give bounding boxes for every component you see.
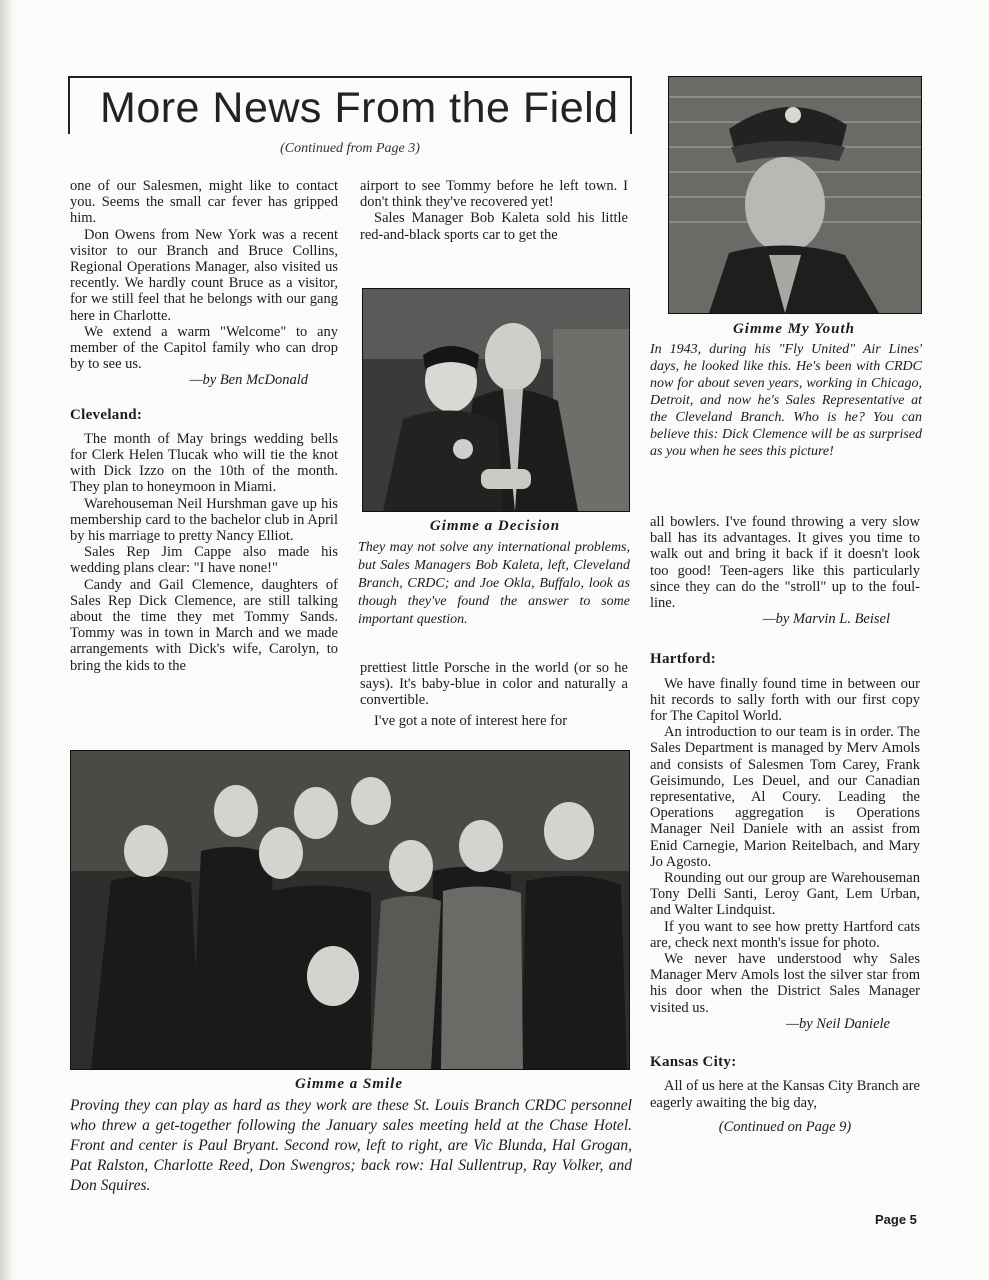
page-title: More News From the Field xyxy=(100,84,619,132)
paragraph: airport to see Tommy before he left town. I don't think they've recovered yet! xyxy=(360,178,628,211)
paragraph: Warehouseman Neil Hurshman gave up his membership card to the bachelor club in April by his marriage to pretty Nancy Elliot. xyxy=(70,495,338,545)
caption-title-decision: Gimme a Decision xyxy=(429,518,561,534)
section-heading-kansas-city: Kansas City: xyxy=(650,1054,737,1071)
photo-pilot-portrait xyxy=(668,76,922,314)
paragraph: one of our Salesmen, might like to contact you. Seems the small car fever has gripped him. xyxy=(70,178,338,227)
caption-title-smile: Gimme a Smile xyxy=(295,1076,403,1092)
section-heading-hartford: Hartford: xyxy=(650,651,717,668)
byline: —by Ben McDonald xyxy=(189,372,308,389)
article-column-3 xyxy=(650,514,920,1135)
article-column-2-top xyxy=(360,178,628,243)
photo-group xyxy=(70,750,630,1070)
paragraph: We never have understood why Sales Manager Merv Amols lost the silver star from his door when the District Sales Manager visited us. xyxy=(650,951,920,1016)
article-column-1 xyxy=(70,178,338,674)
article-column-2-bottom xyxy=(360,660,628,729)
caption-smile: Proving they can play as hard as they work are these St. Louis Branch CRDC personnel who threw a get-together following the January sales meeting held at the Chase Hotel. Front and center is Paul Bryant. Second row, left to right, are Vic Blunda, Hal Grogan, Pat Ralston, Charlotte Reed, Don Swengros; back row: Hal Sullentrup, Ray Volker, and Don Squires. xyxy=(70,1097,632,1194)
paragraph: Sales Manager Bob Kaleta sold his little red-and-black sports car to get the xyxy=(360,210,628,243)
page-edge-shadow xyxy=(0,0,14,1280)
paragraph: I've got a note of interest here for xyxy=(374,712,568,729)
page-number: Page 5 xyxy=(875,1212,917,1227)
photo-two-men xyxy=(362,288,630,512)
section-heading-cleveland: Cleveland: xyxy=(70,406,143,423)
paragraph: We extend a warm "Welcome" to any member of the Capitol family who can drop by to see us. xyxy=(70,323,338,373)
paragraph: Sales Rep Jim Cappe also made his wedding plans clear: "I have none!" xyxy=(70,544,338,577)
byline: —by Marvin L. Beisel xyxy=(762,611,890,628)
paragraph: If you want to see how pretty Hartford cats are, check next month's issue for photo. xyxy=(650,918,920,951)
caption-title-youth: Gimme My Youth xyxy=(732,321,856,337)
byline: —by Neil Daniele xyxy=(786,1015,890,1032)
paragraph: prettiest little Porsche in the world (or so he says). It's baby-blue in color and naturally a convertible. xyxy=(360,660,628,709)
paragraph: The month of May brings wedding bells for Clerk Helen Tlucak who will tie the knot with Dick Izzo on the 10th of the month. They plan to honeymoon in Miami. xyxy=(70,430,338,496)
caption-decision: They may not solve any international problems, but Sales Managers Bob Kaleta, left, Cleveland Branch, CRDC; and Joe Okla, Buffalo, look as though they've found the answer to some important question. xyxy=(358,540,630,627)
paragraph: Candy and Gail Clemence, daughters of Sales Rep Dick Clemence, are still talking about the time they met Tommy Sands. Tommy was in town in March and we made arrangements with Dick's wife, Carolyn, to bring the kids to the xyxy=(70,576,338,674)
paragraph: Rounding out our group are Warehouseman Tony Delli Santi, Leroy Gant, Lem Urban, and Walter Lindquist. xyxy=(650,870,920,919)
paragraph: all bowlers. I've found throwing a very slow ball has its advantages. It gives you time to walk out and bring it back if it doesn't look too good! Teen-agers like this particularly since they can do the "stroll" up to the foul-line. xyxy=(650,514,920,612)
caption-youth: In 1943, during his "Fly United" Air Lines' days, he looked like this. He's been with CRDC now for about seven years, working in Chicago, Detroit, and now he's Sales Representative at the Cleveland Branch. Who is he? You can believe this: Dick Clemence will be as surprised as you when he sees this picture! xyxy=(650,342,922,459)
paragraph: We have finally found time in between our hit records to sally forth with our first copy for The Capitol World. xyxy=(650,675,920,725)
paragraph: All of us here at the Kansas City Branch are eagerly awaiting the big day, xyxy=(650,1078,920,1111)
paragraph: Don Owens from New York was a recent visitor to our Branch and Bruce Collins, Regional Operations Manager, also visited us recently. We hardly count Bruce as a visitor, for we still feel that he belongs with our gang here in Charlotte. xyxy=(70,226,338,324)
paragraph: An introduction to our team is in order. The Sales Department is managed by Merv Amols and consists of Salesmen Tom Carey, Frank Geisimundo, Les Deuel, and our Canadian representative, Al Coury. Leading the Operations aggregation is Operations Manager Neil Daniele with an assist from Enid Carnegie, Marion Reitelbach, and Mary Jo Agosto. xyxy=(650,724,920,870)
continued-from-note: (Continued from Page 3) xyxy=(280,141,420,156)
continued-on-note: (Continued on Page 9) xyxy=(718,1118,852,1135)
